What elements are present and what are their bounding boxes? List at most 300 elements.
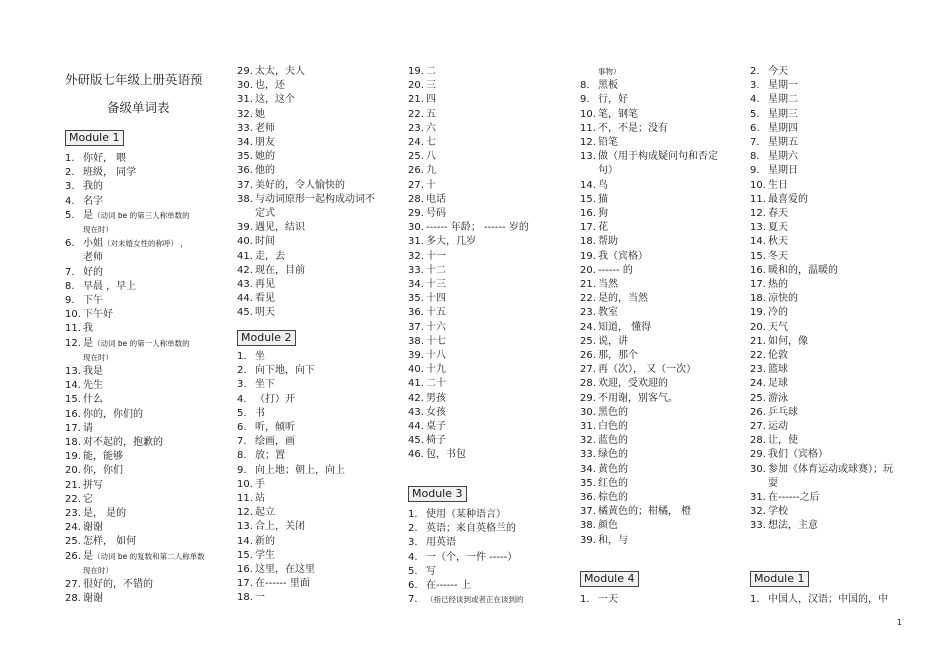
item-text: 美好的，令人愉快的 [255,179,345,191]
item-number: 38. [580,520,596,532]
list-item [65,479,225,493]
item-text: 颜色 [598,520,618,532]
item-number: 9. [65,295,75,306]
list-item [237,350,397,364]
item-number: 7. [408,594,418,606]
item-text: 十四 [426,293,446,305]
list-item [580,321,740,335]
item-number: 1. [580,594,590,605]
item-text: 时间 [255,236,275,248]
item-text: 学校 [768,506,788,518]
list-item [408,522,568,536]
item-text: 合上，关闭 [255,521,305,533]
item-number: 8. [237,450,247,462]
item-number: 32. [750,506,766,518]
item-text: 怎样， 如何 [83,536,137,548]
item-number: 21. [750,335,766,347]
list-item [750,349,920,363]
item-text: 女孩 [426,406,446,418]
item-text: 想法，主意 [768,520,818,532]
item-number: 16. [65,408,81,420]
list-item [237,264,397,278]
item-text: 蓝色的 [598,435,628,447]
item-text: 七 [426,137,436,148]
list-item [237,108,397,122]
item-number: 30. [408,222,424,234]
item-number: 32. [408,250,424,262]
list-item [580,122,740,136]
item-text: 笔，钢笔 [598,108,638,120]
list-item [408,235,568,249]
list-item [580,477,740,491]
item-text: 生日 [768,179,788,191]
item-number: 11. [237,493,253,504]
list-item [65,322,225,336]
item-text: 不用谢，别客气。 [598,392,678,404]
item-number: 19. [580,250,596,262]
list-item [580,108,740,122]
item-number: 14. [65,380,81,392]
list-item [408,593,568,607]
item-main: 是 [83,209,93,221]
item-number: 9. [237,464,247,476]
item-text: 向上地；朝上，向上 [255,464,345,476]
item-number: 23. [580,307,596,319]
item-number: 29. [237,66,253,77]
item-number: 1. [750,594,760,605]
item-number: 30. [237,80,253,92]
list-item [408,377,568,391]
list-item [580,250,740,264]
list-item [237,221,397,235]
item-text: 参加《体育运动或球赛）；玩 [768,463,893,475]
list-item [65,379,225,393]
item-text: 星期二 [768,94,798,106]
item-number: 4. [237,393,247,405]
item-text: 新的 [255,535,275,547]
list-item [408,264,568,278]
list-item [237,235,397,249]
list-item [237,378,397,392]
list-item [580,434,740,448]
item-text: 十七 [426,335,446,347]
item-number: 26. [408,165,424,177]
item-number: 9. [580,94,590,106]
item-text: 她 [255,108,265,120]
item-text: 电话 [426,193,446,205]
item-number: 7. [750,137,760,148]
list-item [580,221,740,235]
list-item [408,306,568,320]
item-text: 太太，夫人 [255,66,305,77]
item-text: 如何，像 [768,335,808,347]
item-number: 27. [65,579,81,590]
item-text [83,337,225,351]
module-heading: Module 1 [750,571,809,587]
item-number: 3. [750,80,760,92]
item-number: 22. [65,493,81,505]
item-number: 22. [750,350,766,361]
item-number: 30. [750,463,766,475]
item-text: 鸟 [598,179,608,191]
item-text: 也，还 [255,80,285,92]
item-text: 这里，在这里 [255,564,315,575]
item-number: 37. [580,506,596,518]
list-item [65,521,225,535]
list-item [750,79,920,93]
item-text: ------ 的 [598,264,633,276]
list-item [65,450,225,464]
list-item [408,136,568,150]
item-number: 6. [237,422,247,433]
list-item [408,150,568,164]
item-text: 夏天 [768,222,788,234]
list-item [408,392,568,406]
list-item [237,93,397,107]
item-number: 1. [65,153,75,164]
list-item [65,507,225,521]
list-item [408,349,568,363]
item-text: 说，讲 [598,335,628,347]
item-text: 坐下 [255,379,275,391]
item-text: 我的 [83,181,103,193]
item-number: 13. [750,222,766,234]
item-text: 一天 [598,594,618,605]
list-item [65,337,225,351]
item-number: 40. [408,364,424,376]
item-number: 39. [237,222,253,234]
item-number: 18. [750,293,766,305]
list-item [408,536,568,550]
module-heading: Module 3 [408,486,467,502]
item-number: 32. [237,108,253,120]
list-item [408,508,568,522]
item-text: 一（个，一件 -----） [426,551,518,563]
list-item [65,223,225,237]
list-item [408,93,568,107]
item-number: 13. [65,366,81,377]
item-text: 橘黄色的；柑橘， 橙 [598,506,692,518]
list-item [408,250,568,264]
item-number: 22. [408,108,424,120]
list-item [408,278,568,292]
item-text: 游泳 [768,392,788,404]
item-text: 包，书包 [426,449,466,461]
item-number: 1. [408,509,418,520]
item-text: 这，这个 [255,94,295,106]
item-number: 13. [237,521,253,533]
list-item [237,164,397,178]
item-text: 书 [255,407,265,419]
item-number: 35. [580,477,596,489]
item-number: 12. [750,208,766,219]
list-item [65,209,225,223]
item-main: 是 [83,337,93,349]
item-text: 与动词原形一起构成动词不 [255,193,375,205]
item-number: 20. [750,321,766,333]
item-text: 黄色的 [598,463,628,475]
list-item [750,335,920,349]
item-number: 2. [408,523,418,535]
item-text: 教室 [598,307,618,319]
item-text: 我（宾格） [598,250,648,262]
item-text: 再（次）， 又（一次） [598,364,697,376]
list-item [237,435,397,449]
item-text: 八 [426,151,436,163]
item-text: 今天 [768,66,788,77]
item-text: 知道， 懂得 [598,321,652,333]
item-number: 21. [65,479,81,491]
item-number: 24. [750,378,766,390]
item-text: 一 [255,592,265,604]
item-text: 星期六 [768,151,798,163]
list-item [750,593,920,607]
item-number: 31. [750,492,766,503]
item-number: 10. [65,309,81,321]
item-number: 18. [580,236,596,248]
item-text: 十一 [426,250,446,262]
item-number: 7. [65,266,75,278]
item-text: 在------之后 [768,492,820,503]
item-note: （指已经谈到或者正在谈到的 [426,595,524,605]
list-item [237,250,397,264]
list-item [408,292,568,306]
item-text: 谢谢 [83,593,103,605]
item-text: 好的 [83,266,103,278]
list-item [408,335,568,349]
item-number: 46. [408,449,424,461]
list-item [237,591,397,605]
item-number: 42. [237,264,253,276]
item-number: 26. [65,550,81,562]
list-item [750,250,920,264]
item-text [83,564,225,578]
item-text: 现在，目前 [255,264,305,276]
list-item [65,550,225,564]
item-number: 21. [580,279,596,290]
item-text: 定式 [255,208,275,219]
item-number: 17. [237,578,253,590]
item-note: （对未婚女性的称呼） ， [103,239,188,249]
list-item [237,364,397,378]
item-number [580,65,598,79]
list-item [750,463,920,477]
list-item [65,180,225,194]
list-item [408,65,568,79]
list-item [237,506,397,520]
item-number: 29. [408,208,424,219]
item-text: 在------ 上 [426,580,471,591]
list-item [580,593,740,607]
item-text: 先生 [83,380,103,392]
item-number: 27. [580,364,596,376]
item-number: 43. [408,406,424,418]
list-item [408,221,568,235]
item-text: 足球 [768,378,788,390]
item-number [65,351,83,365]
item-number: 18. [65,437,81,448]
item-number: 25. [580,335,596,347]
item-text: 当然 [598,279,618,290]
item-number: 34. [580,463,596,475]
item-number: 26. [750,406,766,418]
item-number: 3. [408,537,418,549]
item-text: 棕色的 [598,492,628,503]
item-text: 句） [598,165,618,177]
list-item [580,363,740,377]
item-text: 天气 [768,321,788,333]
list-item [65,578,225,592]
item-number: 2. [237,365,247,377]
item-text: 我是 [83,366,103,377]
item-number: 26. [580,350,596,361]
item-text: 最喜爱的 [768,193,808,205]
item-number: 28. [65,593,81,605]
item-number: 15. [237,549,253,561]
list-item [65,351,225,365]
item-number: 23. [65,508,81,519]
list-item [580,136,740,150]
list-item [65,251,225,265]
list-item [580,235,740,249]
item-text: 学生 [255,549,275,561]
list-item [65,436,225,450]
list-item [237,278,397,292]
item-text: 三 [426,80,436,92]
list-item [237,464,397,478]
list-item [65,564,225,578]
item-text: 四 [426,94,436,106]
item-text: 朋友 [255,137,275,148]
item-number: 5. [237,407,247,419]
item-text: 手 [255,478,265,490]
item-number: 42. [408,392,424,404]
list-item [408,448,568,462]
item-text: 她的 [255,151,275,163]
item-number: 45. [237,307,253,319]
item-text: （打）开 [255,393,295,405]
item-number: 19. [750,307,766,319]
item-number [237,207,255,221]
list-item [580,278,740,292]
list-item [750,377,920,391]
list-item [237,421,397,435]
item-number: 20. [580,264,596,276]
item-text: 我 [83,323,93,335]
item-number [65,564,83,578]
item-number: 14. [580,179,596,191]
item-number: 14. [237,535,253,547]
item-note: 现在时） [83,352,113,362]
item-number: 24. [408,137,424,148]
item-number: 16. [237,564,253,575]
item-text: 热的 [768,279,788,290]
list-item [750,264,920,278]
item-text: 春天 [768,208,788,219]
item-text: 号码 [426,208,446,219]
item-number: 13. [580,151,596,163]
list-item [408,164,568,178]
item-number: 15. [65,394,81,406]
item-number: 39. [580,534,596,546]
item-number: 40. [237,236,253,248]
list-item [580,534,740,548]
item-text: 冷的 [768,307,788,319]
item-number: 36. [237,165,253,177]
item-number: 5. [408,565,418,577]
list-item [580,491,740,505]
item-number: 11. [750,193,766,205]
item-text [83,237,225,251]
list-item [65,493,225,507]
item-number: 31. [408,236,424,248]
list-item [750,477,920,491]
item-text [83,351,225,365]
item-text: 请 [83,422,93,434]
list-item [237,449,397,463]
item-number: 29. [580,392,596,404]
item-number: 10. [580,108,596,120]
list-item [408,565,568,579]
item-number: 2. [65,167,75,179]
item-text: 白色的 [598,421,628,432]
item-text: 十三 [426,279,446,290]
item-text [83,550,225,564]
item-text: 对不起的，抱歉的 [83,437,163,448]
item-text: 六 [426,122,436,134]
doc-title-line-1: 外研版七年级上册英语预 [65,72,203,87]
list-item [750,179,920,193]
list-item [580,164,740,178]
item-number: 22. [580,293,596,305]
list-item [65,237,225,251]
list-item [237,563,397,577]
item-number: 27. [408,179,424,191]
item-note: （动词 be 的第一人称单数的 [93,338,190,348]
item-text: 写 [426,565,436,577]
item-number: 43. [237,279,253,290]
item-number: 23. [750,364,766,376]
item-text: 我们（宾格） [768,449,828,461]
module-heading: Module 2 [237,330,296,346]
item-number: 10. [750,179,766,191]
item-text: 是的，当然 [598,293,648,305]
list-item [750,108,920,122]
item-number: 14. [750,236,766,248]
item-text: 遇见，结识 [255,222,305,234]
module-heading: Module 1 [65,130,124,146]
item-text: 什么 [83,394,103,406]
item-text: 能，能够 [83,451,123,463]
item-number: 12. [65,337,81,349]
list-item [237,122,397,136]
list-item [580,179,740,193]
item-text: 十 [426,179,436,191]
list-item [580,420,740,434]
list-item [237,393,397,407]
item-text: 星期五 [768,137,798,148]
item-note: （动词 be 的复数和第二人称单数 [93,551,205,561]
list-item [237,577,397,591]
item-text: 伦敦 [768,350,788,361]
list-item [65,166,225,180]
item-number: 4. [408,551,418,563]
list-item [580,65,740,79]
list-item [65,464,225,478]
item-text: 名字 [83,195,103,207]
item-text: 绿色的 [598,449,628,461]
item-text: 五 [426,108,436,120]
